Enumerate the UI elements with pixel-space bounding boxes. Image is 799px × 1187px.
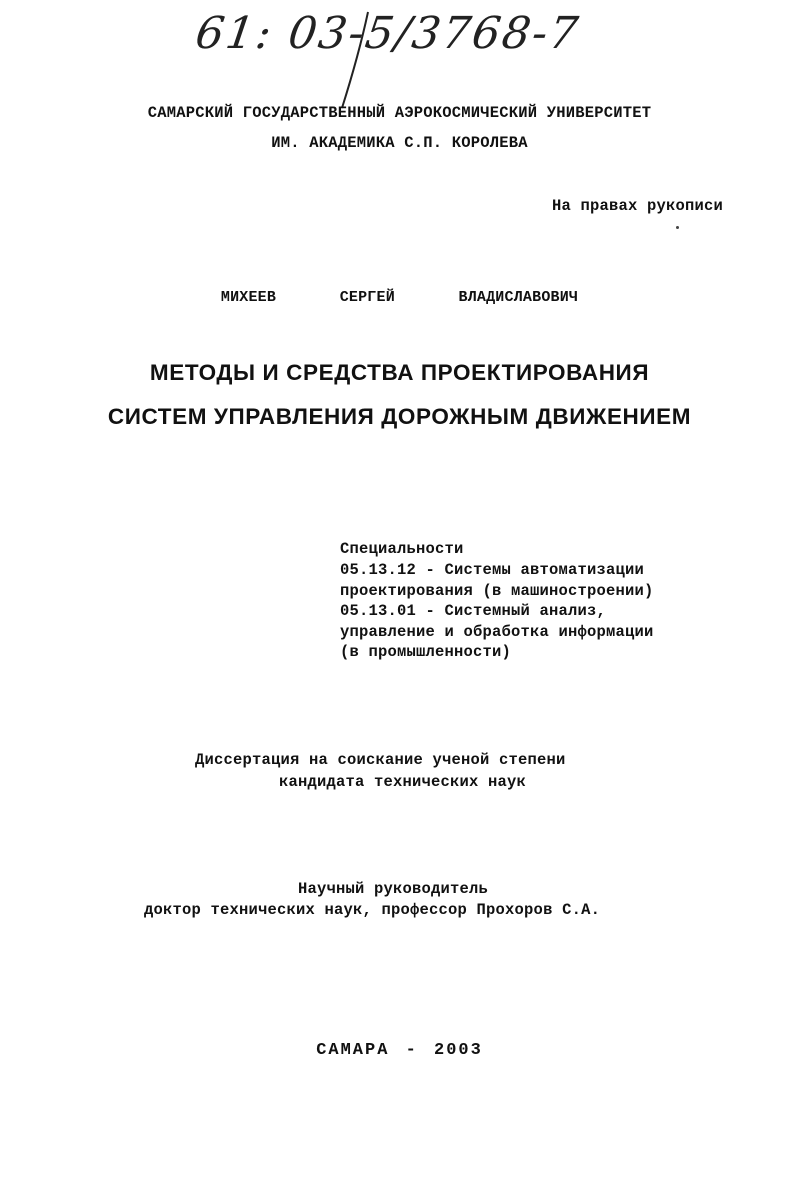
specialty-line: управление и обработка информации (340, 623, 654, 641)
city-year: САМАРА - 2003 (316, 1041, 483, 1060)
handwritten-slash-stroke (328, 10, 388, 110)
specialty-line: (в промышленности) (340, 643, 512, 661)
scan-speck (676, 226, 679, 229)
dissertation-degree-line-2: кандидата технических наук (279, 773, 527, 791)
dissertation-degree-line-1: Диссертация на соискание ученой степени (195, 751, 566, 769)
supervisor-name: доктор технических наук, профессор Прохоров С.А. (144, 901, 601, 919)
author-name: МИХЕЕВ СЕРГЕЙ ВЛАДИСЛАВОВИЧ (220, 289, 579, 306)
supervisor-label: Научный руководитель (298, 880, 489, 898)
specialty-line: 05.13.01 - Системный анализ, (340, 602, 607, 620)
institution-name: САМАРСКИЙ ГОСУДАРСТВЕННЫЙ АЭРОКОСМИЧЕСКИЙ УНИВЕРСИТЕТ (147, 104, 652, 122)
rights-note: На правах рукописи (551, 197, 723, 215)
specialty-line: проектирования (в машиностроении) (340, 582, 654, 600)
thesis-title-line-2: СИСТЕМ УПРАВЛЕНИЯ ДОРОЖНЫМ ДВИЖЕНИЕМ (107, 404, 692, 429)
archive-code-handwritten: 61: 03-5/3768-7 (192, 8, 583, 59)
specialty-line: 05.13.12 - Системы автоматизации (340, 561, 645, 579)
institution-dedication: ИМ. АКАДЕМИКА С.П. КОРОЛЕВА (271, 134, 528, 152)
thesis-title-line-1: МЕТОДЫ И СРЕДСТВА ПРОЕКТИРОВАНИЯ (149, 360, 650, 385)
specialties-heading: Специальности (340, 540, 464, 558)
